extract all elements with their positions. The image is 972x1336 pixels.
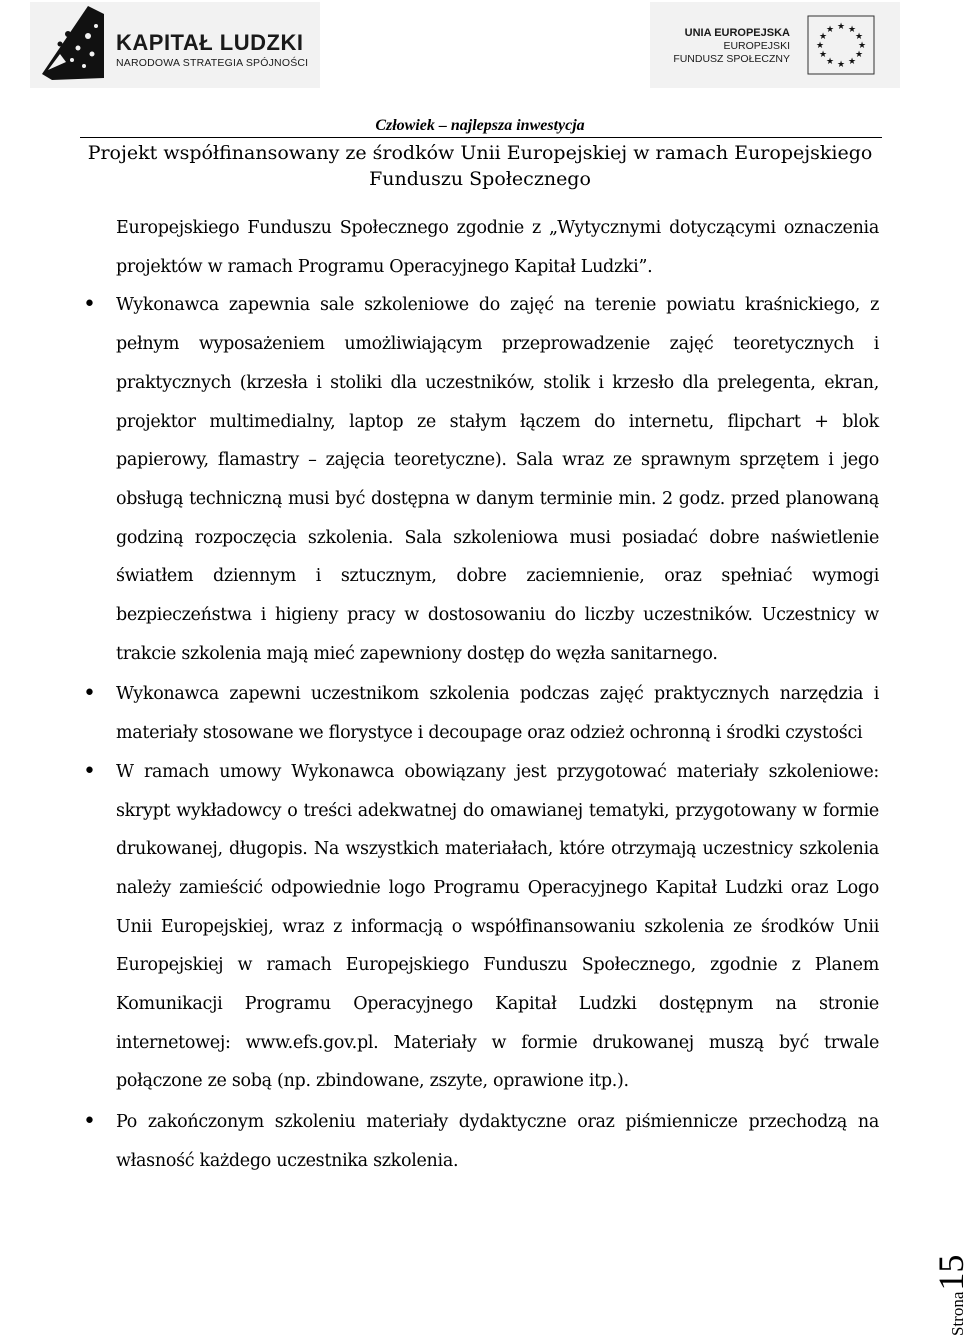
svg-text:★: ★: [854, 50, 864, 60]
page-number: [930, 1255, 972, 1336]
svg-text:★: ★: [857, 41, 867, 51]
svg-text:★: ★: [825, 57, 835, 67]
project-line-1: Projekt współfinansowany ze środków Unii Europejskiej w ramach Europejskiego: [87, 142, 873, 164]
svg-text:★: ★: [815, 41, 825, 51]
project-statement: [80, 140, 880, 192]
svg-text:★: ★: [847, 57, 857, 67]
logo-left-title: KAPITAŁ LUDZKI: [116, 30, 304, 55]
logo-left-subtitle: NARODOWA STRATEGIA SPÓJNOŚCI: [116, 57, 309, 69]
svg-text:★: ★: [836, 22, 846, 32]
eu-stars-icon: [808, 16, 874, 74]
eu-efs-logo: [650, 2, 900, 88]
svg-text:★: ★: [847, 25, 857, 35]
svg-text:★: ★: [854, 32, 864, 42]
kapital-ludzki-emblem-icon: [38, 4, 110, 86]
kapital-ludzki-logo: [30, 2, 320, 88]
logo-right-line3: FUNDUSZ SPOŁECZNY: [673, 53, 790, 65]
logo-right-line1: UNIA EUROPEJSKA: [684, 27, 790, 39]
svg-text:★: ★: [818, 32, 828, 42]
list-item: • Po zakończonym szkoleniu materiały dydaktyczne oraz piśmiennicze przechodzą na własność każdego uczestnika szkolenia.: [116, 1103, 879, 1180]
header-rule: [80, 137, 882, 138]
page-label: Strona: [948, 1291, 967, 1336]
project-line-2: Funduszu Społecznego: [369, 168, 591, 190]
list-item: • W ramach umowy Wykonawca obowiązany jest przygotować materiały szkoleniowe: skrypt wykładowcy o treści adekwatnej do omawianej tematyki, przygotowany w formie drukowanej, długopis. Na wszystkich materiałach, które otrzymają uczestnicy szkolenia należy zamieścić odpowiednie logo Programu Operacyjnego Kapitał Ludzki oraz Logo Unii Europejskiej, wraz z informacją o współfinansowaniu szkolenia ze środków Unii Europejskiej w ramach Europejskiego Funduszu Społecznego, zgodnie z Planem Komunikacji Programu Operacyjnego Kapitał Ludzki dostępnym na stronie internetowej: www.efs.gov.pl. Materiały w formie drukowanej muszą być trwale połączone ze sobą (np. zbindowane, zszyte, oprawione itp.).: [116, 753, 879, 1101]
logo-right-text: [673, 27, 790, 66]
svg-text:★: ★: [818, 50, 828, 60]
document-body: [116, 209, 879, 1181]
continuation-paragraph: Europejskiego Funduszu Społecznego zgodnie z „Wytycznymi dotyczącymi oznaczenia projektów w ramach Programu Operacyjnego Kapitał Ludzki”.: [116, 218, 879, 277]
list-item: • Wykonawca zapewnia sale szkoleniowe do zajęć na terenie powiatu kraśnickiego, z pełnym wyposażeniem umożliwiającym przeprowadzenie zajęć teoretycznych i praktycznych (krzesła i stoliki dla uczestników, stolik i krzesło dla prelegenta, ekran, projektor multimedialny, laptop ze stałym łączem do internetu, flipchart + blok papierowy, flamastry – zajęcia teoretyczne). Sala wraz ze sprawnym sprzętem i jego obsługą techniczną musi być dostępna w danym terminie min. 2 godz. przed planowaną godziną rozpoczęcia szkolenia. Sala szkoleniowa musi posiadać dobre naświetlenie światłem dziennym i sztucznym, dobre zaciemnienie, oraz spełniać wymogi bezpieczeństwa i higieny pracy w dostosowaniu do liczby uczestników. Uczestnicy w trakcie szkolenia mają mieć zapewniony dostęp do węzła sanitarnego.: [116, 286, 879, 673]
page-number-value: 15: [931, 1254, 971, 1291]
slogan: Człowiek – najlepsza inwestycja: [375, 117, 585, 134]
svg-text:★: ★: [836, 60, 846, 70]
list-item: • Wykonawca zapewni uczestnikom szkolenia podczas zajęć praktycznych narzędzia i materiały stosowane we florystyce i decoupage oraz odzież ochronną i środki czystości: [116, 675, 879, 752]
logo-right-line2: EUROPEJSKI: [723, 40, 790, 52]
svg-text:★: ★: [825, 25, 835, 35]
